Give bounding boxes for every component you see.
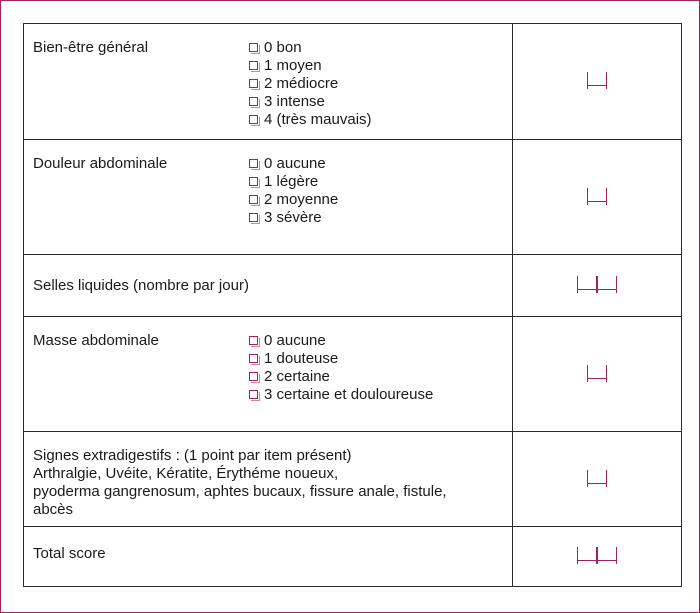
- option[interactable]: 3 intense: [249, 93, 372, 111]
- checkbox-icon[interactable]: [249, 61, 258, 70]
- row-total: [24, 527, 682, 587]
- checkbox-icon[interactable]: [249, 79, 258, 88]
- row-label-line: Signes extradigestifs : (1 point par item présent): [33, 447, 352, 464]
- row-masse: [24, 317, 682, 432]
- option[interactable]: 1 moyen: [249, 57, 372, 75]
- value-cell: [513, 317, 682, 432]
- options-list: [249, 155, 338, 227]
- option[interactable]: 2 moyenne: [249, 191, 338, 209]
- checkbox-icon[interactable]: [249, 372, 258, 381]
- row-signes: [24, 432, 682, 527]
- row-label: Total score: [33, 544, 106, 562]
- score-blank-single[interactable]: [587, 72, 608, 91]
- option[interactable]: 3 certaine et douloureuse: [249, 386, 433, 404]
- score-table: [23, 23, 682, 587]
- checkbox-icon[interactable]: [249, 390, 258, 399]
- value-cell: [513, 527, 682, 587]
- option[interactable]: 4 (très mauvais): [249, 111, 372, 129]
- option[interactable]: 2 médiocre: [249, 75, 372, 93]
- checkbox-icon[interactable]: [249, 97, 258, 106]
- score-blank-single[interactable]: [587, 188, 608, 207]
- value-cell: [513, 140, 682, 255]
- row-label-block: [24, 432, 512, 519]
- checkbox-icon[interactable]: [249, 115, 258, 124]
- options-list: [249, 332, 433, 404]
- label-cell: [24, 24, 513, 140]
- row-label-line: abcès: [33, 501, 74, 518]
- checkbox-icon[interactable]: [249, 177, 258, 186]
- checkbox-icon[interactable]: [249, 336, 258, 345]
- option[interactable]: 0 aucune: [249, 332, 433, 350]
- value-cell: [513, 255, 682, 317]
- label-cell: [24, 255, 513, 317]
- checkbox-icon[interactable]: [249, 159, 258, 168]
- option[interactable]: 3 sévère: [249, 209, 338, 227]
- option[interactable]: 0 bon: [249, 39, 372, 57]
- label-cell: [24, 527, 513, 587]
- row-label-line: Arthralgie, Uvéite, Kératite, Érythéme noueux,: [33, 465, 339, 482]
- checkbox-icon[interactable]: [249, 213, 258, 222]
- score-blank-double[interactable]: [577, 547, 617, 566]
- option[interactable]: 1 douteuse: [249, 350, 433, 368]
- option[interactable]: 2 certaine: [249, 368, 433, 386]
- row-douleur: [24, 140, 682, 255]
- row-selles: [24, 255, 682, 317]
- value-cell: [513, 24, 682, 140]
- row-label: Douleur abdominale: [33, 155, 168, 172]
- label-cell: [24, 140, 513, 255]
- checkbox-icon[interactable]: [249, 195, 258, 204]
- row-label: Bien-être général: [33, 39, 149, 56]
- score-blank-single[interactable]: [587, 470, 608, 489]
- score-blank-single[interactable]: [587, 365, 608, 384]
- row-label: Masse abdominale: [33, 332, 159, 349]
- checkbox-icon[interactable]: [249, 43, 258, 52]
- label-cell: [24, 432, 513, 527]
- option[interactable]: 0 aucune: [249, 155, 338, 173]
- row-label: Selles liquides (nombre par jour): [33, 276, 249, 294]
- checkbox-icon[interactable]: [249, 354, 258, 363]
- option[interactable]: 1 légère: [249, 173, 338, 191]
- row-bien-etre: [24, 24, 682, 140]
- row-label-line: pyoderma gangrenosum, aphtes bucaux, fissure anale, fistule,: [33, 483, 447, 500]
- score-blank-double[interactable]: [577, 276, 617, 295]
- label-cell: [24, 317, 513, 432]
- options-list: [249, 39, 372, 129]
- value-cell: [513, 432, 682, 527]
